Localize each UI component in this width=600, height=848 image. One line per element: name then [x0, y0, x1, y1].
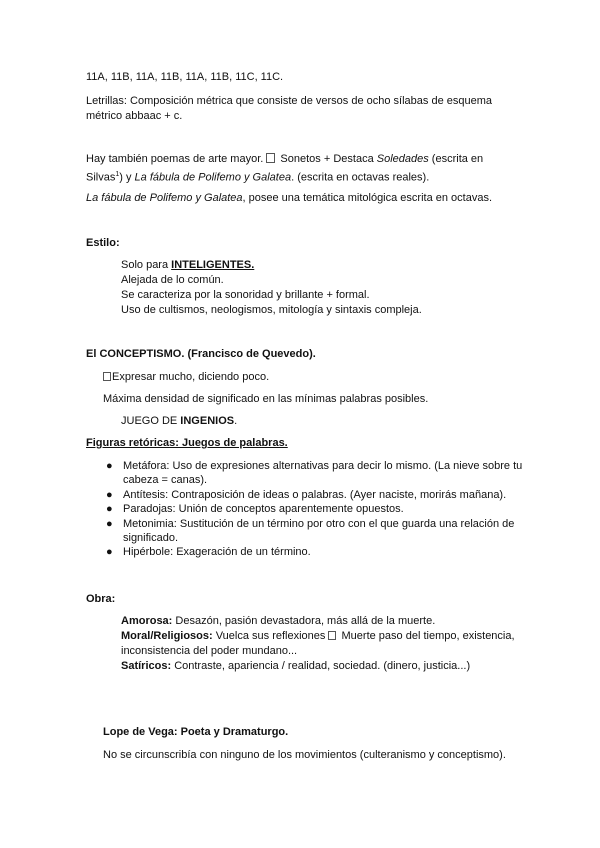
letrillas-paragraph: Letrillas: Composición métrica que consiste de versos de ocho sílabas de esquema métrico abbaac + c. — [86, 95, 492, 122]
underlined-heading: Figuras retóricas: Juegos de palabras. — [86, 437, 288, 449]
list-item — [103, 273, 523, 288]
bullet-dot-icon: ● — [106, 503, 113, 515]
obra-heading: Obra: — [86, 593, 116, 605]
text-run: . (escrita en octavas reales). — [291, 171, 430, 184]
bullet-dot-icon: ● — [106, 460, 113, 472]
estilo-list — [103, 258, 523, 318]
obra-list — [103, 614, 523, 674]
italic-title: Soledades — [376, 153, 429, 165]
list-item — [104, 517, 524, 545]
conceptismo-line-1 — [103, 370, 533, 385]
list-item-text: Hipérbole: Exageración de un término. — [123, 546, 311, 558]
text-run: Expresar mucho, diciendo poco. — [112, 371, 270, 383]
italic-title: La fábula de Polifemo y Galatea — [134, 171, 292, 184]
bold-label: Amorosa: — [121, 615, 173, 627]
text-run: . — [234, 415, 238, 427]
list-item — [103, 288, 523, 303]
text-run: Muerte paso del tiempo, existencia, inconsistencia del poder mundano... — [121, 630, 515, 657]
placeholder-box-icon — [328, 631, 336, 640]
bullet-dot-icon: ● — [106, 546, 113, 558]
text-run: Hay también poemas de arte mayor. — [86, 153, 267, 165]
lope-heading: Lope de Vega: Poeta y Dramaturgo. — [103, 726, 289, 738]
list-item — [103, 659, 523, 674]
list-item — [103, 614, 523, 629]
bullet-dot-icon: ● — [106, 488, 113, 501]
conceptismo-heading: El CONCEPTISMO. (Francisco de Quevedo). — [86, 348, 316, 360]
lope-paragraph: No se circunscribía con ninguno de los movimientos (culteranismo y conceptismo). — [103, 749, 506, 761]
text-run: Solo para — [121, 259, 172, 271]
bold-label: Satíricos: — [121, 660, 172, 672]
footnote-marker: 1 — [115, 171, 120, 178]
list-item-text: Metáfora: Uso de expresiones alternativas para decir lo mismo. (La nieve sobre tu cabeza = canas). — [123, 460, 523, 486]
list-item — [103, 414, 523, 429]
list-item — [104, 459, 524, 487]
list-item-text: Se caracteriza por la sonoridad y brillante + formal. — [121, 289, 370, 301]
italic-title: La fábula de Polifemo y Galatea — [86, 192, 243, 204]
figuras-heading — [86, 436, 516, 451]
text-run: (escrita en Silvas — [86, 153, 484, 184]
placeholder-box-icon — [103, 372, 111, 381]
text-run: Desazón, pasión devastadora, más allá de la muerte. — [172, 615, 436, 627]
list-item-text: Metonimia: Sustitución de un término por otro con el que guarda una relación de significado. — [123, 517, 515, 544]
list-item-text: Alejada de lo común. — [121, 274, 224, 286]
list-item — [104, 488, 524, 502]
arte-mayor-paragraph — [86, 152, 506, 186]
placeholder-box-icon — [266, 153, 275, 163]
text-run: Vuelca sus reflexiones — [212, 630, 329, 642]
list-item — [104, 502, 524, 516]
bold-label: Moral/Religiosos: — [121, 630, 213, 642]
text-run: , posee una temática mitológica escrita en octavas. — [242, 192, 493, 204]
estilo-heading: Estilo: — [86, 237, 120, 249]
list-item — [103, 258, 523, 273]
juego-list — [103, 414, 523, 429]
list-item — [103, 629, 523, 659]
list-item — [103, 303, 523, 318]
text-run: Sonetos + Destaca — [277, 153, 377, 165]
bold-text: INGENIOS — [180, 415, 235, 427]
text-run: JUEGO DE — [121, 415, 181, 427]
text-run: Contraste, apariencia / realidad, sociedad. (dinero, justicia...) — [171, 660, 471, 672]
conceptismo-line-2: Máxima densidad de significado en las mínimas palabras posibles. — [103, 393, 429, 405]
rhyme-scheme-line: 11A, 11B, 11A, 11B, 11A, 11B, 11C, 11C. — [86, 71, 284, 83]
list-item-text: Paradojas: Unión de conceptos aparentemente opuestos. — [123, 503, 404, 515]
figuras-list — [104, 459, 524, 560]
bold-underlined-text: INTELIGENTES. — [171, 259, 255, 271]
fabula-paragraph — [86, 191, 516, 206]
text-run: ) y — [119, 171, 135, 184]
bullet-dot-icon: ● — [106, 517, 113, 530]
list-item — [104, 545, 524, 559]
list-item-text: Antítesis: Contraposición de ideas o palabras. (Ayer naciste, morirás mañana). — [123, 488, 507, 501]
list-item-text: Uso de cultismos, neologismos, mitología y sintaxis compleja. — [121, 304, 422, 316]
